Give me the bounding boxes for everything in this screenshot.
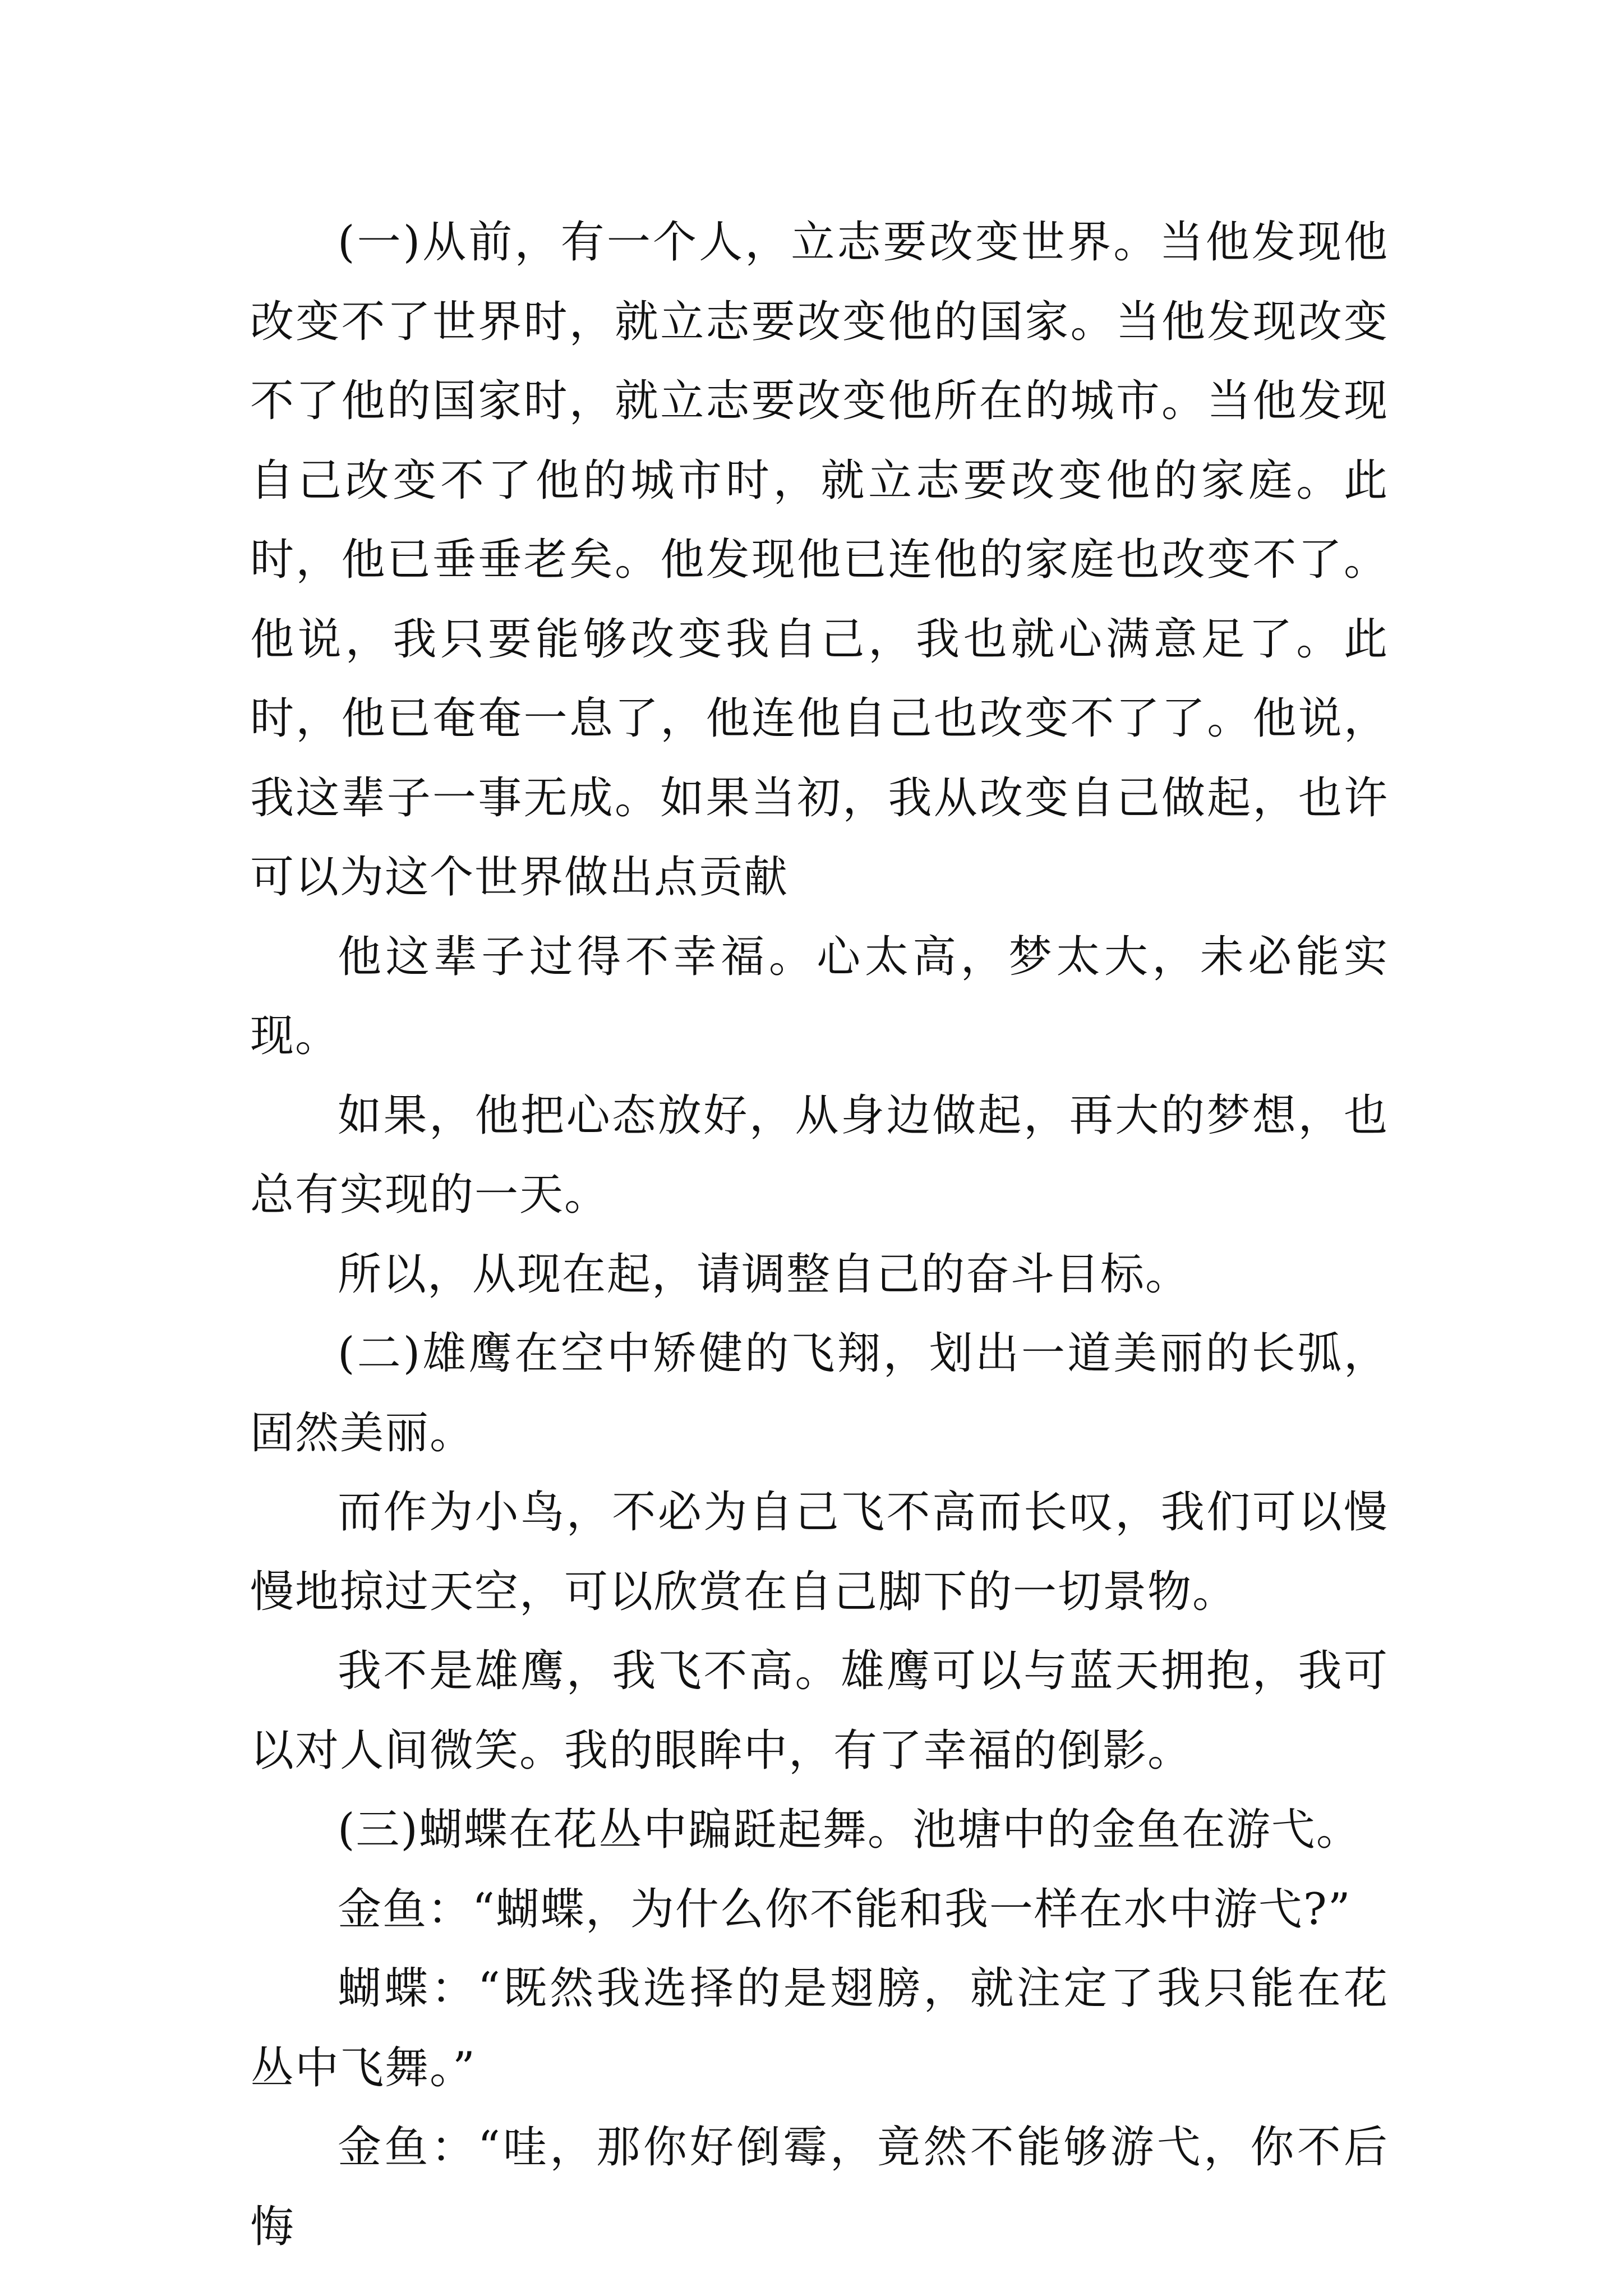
paragraph-not-eagle: 我不是雄鹰，我飞不高。雄鹰可以与蓝天拥抱，我可以对人间微笑。我的眼眸中，有了幸福的倒影。 [250, 1646, 1389, 1776]
paragraph-story-two-eagle: (二)雄鹰在空中矫健的飞翔，划出一道美丽的长弧，固然美丽。 [250, 1328, 1389, 1458]
paragraph-goldfish-question: 金鱼：“蝴蝶，为什么你不能和我一样在水中游弋?” [338, 1884, 1352, 1935]
document-body [250, 203, 1389, 2267]
paragraph-story-one: (一)从前，有一个人，立志要改变世界。当他发现他改变不了世界时，就立志要改变他的国家。当他发现改变不了他的国家时，就立志要改变他所在的城市。当他发现自己改变不了他的城市时，就立志要改变他的家庭。此时，他已垂垂老矣。他发现他已连他的家庭也改变不了。他说，我只要能够改变我自己，我也就心满意足了。此时，他已奄奄一息了，他连他自己也改变不了了。他说，我这辈子一事无成。如果当初，我从改变自己做起，也许可以为这个世界做出点贡献 [250, 217, 1389, 903]
paragraph-small-bird: 而作为小鸟，不必为自己飞不高而长叹，我们可以慢慢地掠过天空，可以欣赏在自己脚下的一切景物。 [250, 1487, 1389, 1617]
paragraph-not-happy: 他这辈子过得不幸福。心太高，梦太大，未必能实现。 [250, 931, 1389, 1061]
paragraph-goldfish-reply: 金鱼：“哇，那你好倒霉，竟然不能够游弋，你不后悔 [250, 2122, 1389, 2252]
paragraph-if-mindset: 如果，他把心态放好，从身边做起，再大的梦想，也总有实现的一天。 [250, 1090, 1389, 1220]
paragraph-adjust-goals: 所以，从现在起，请调整自己的奋斗目标。 [338, 1249, 1191, 1300]
paragraph-butterfly-answer: 蝴蝶：“既然我选择的是翅膀，就注定了我只能在花丛中飞舞。” [250, 1963, 1389, 2093]
paragraph-story-three-butterfly: (三)蝴蝶在花丛中蹁跹起舞。池塘中的金鱼在游弋。 [338, 1805, 1361, 1855]
